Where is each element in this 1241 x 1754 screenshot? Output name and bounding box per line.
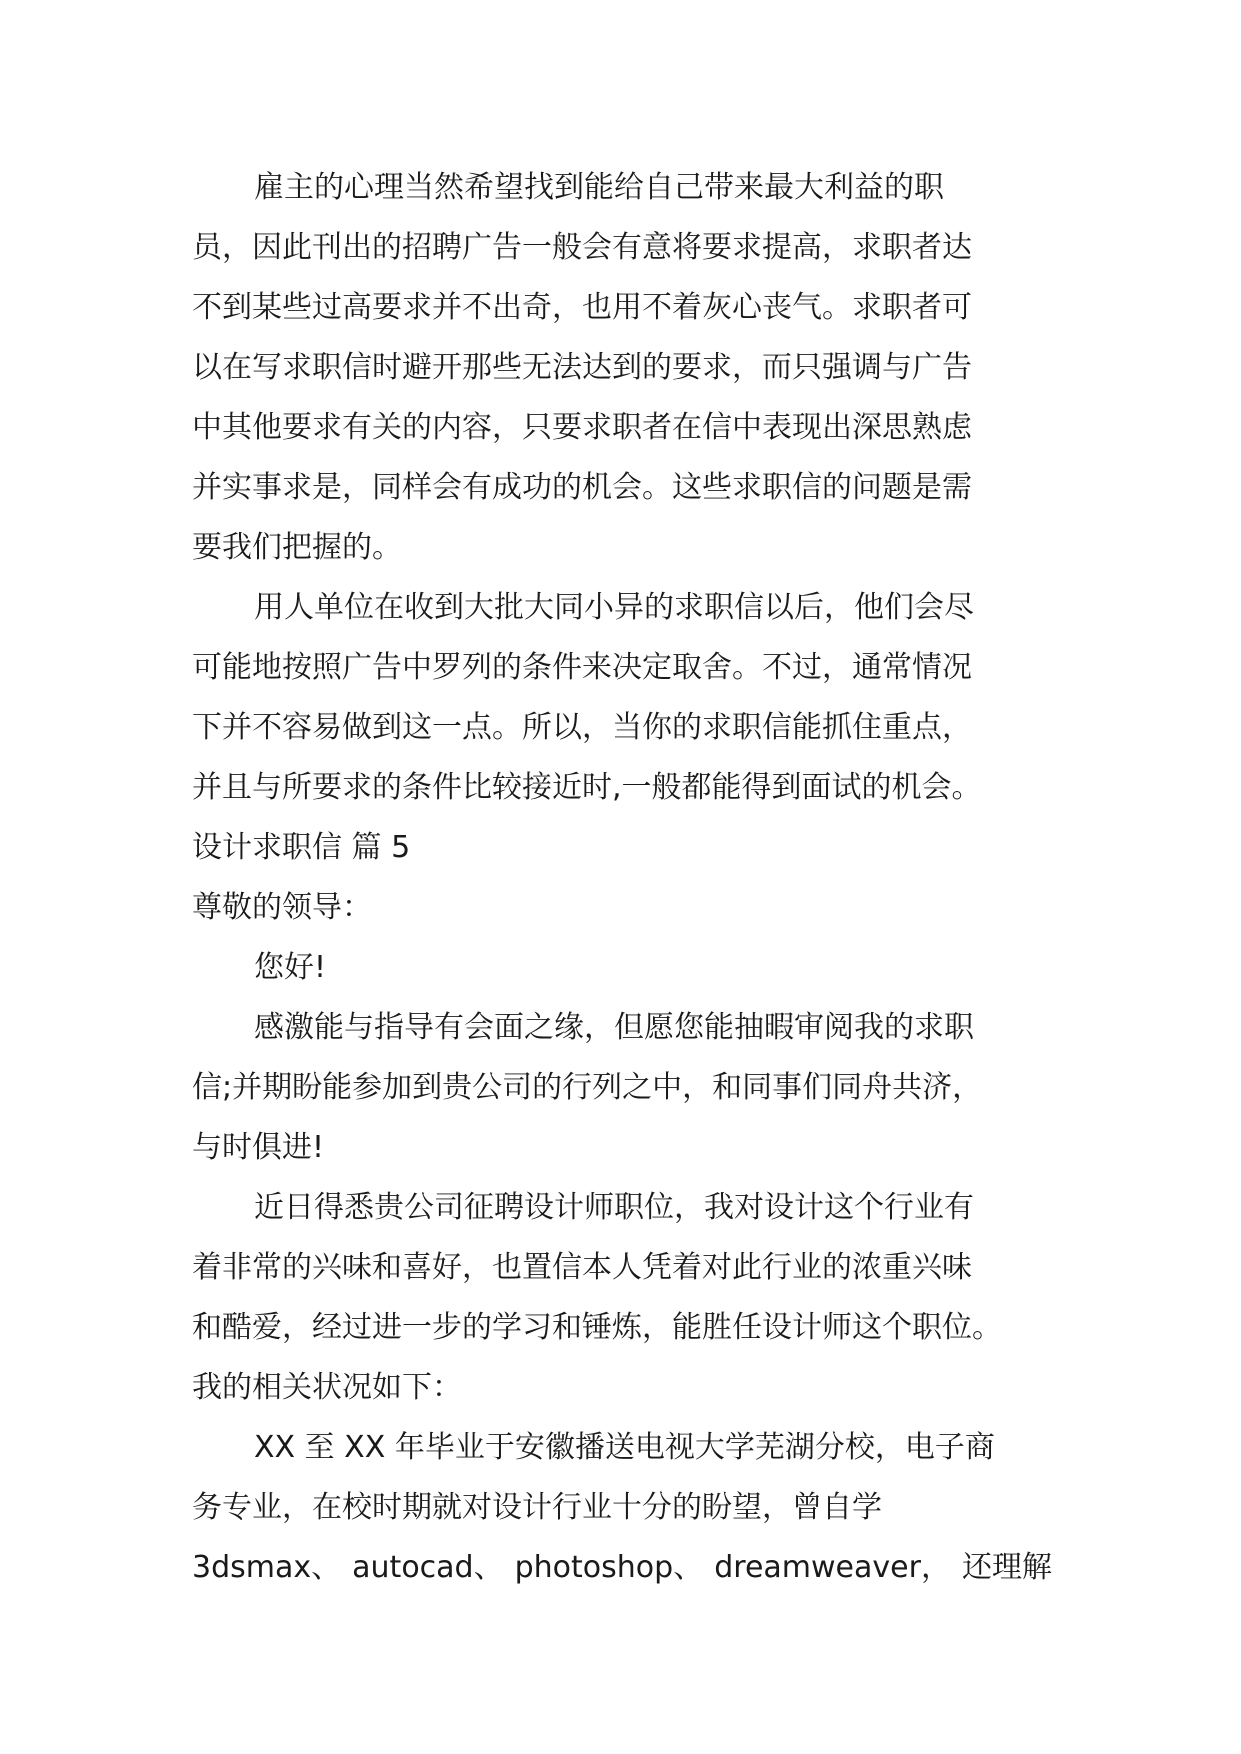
paragraph-line-justified — [192, 1538, 1052, 1598]
word: photoshop、 — [514, 1550, 704, 1585]
paragraph-line: 中其他要求有关的内容，只要求职者在信中表现出深思熟虑 — [192, 410, 972, 445]
paragraph-line: 雇主的心理当然希望找到能给自己带来最大利益的职 — [254, 170, 944, 205]
paragraph-line: 员，因此刊出的招聘广告一般会有意将要求提高，求职者达 — [192, 230, 972, 265]
salutation: 尊敬的领导： — [192, 890, 372, 925]
paragraph-line: XX 至 XX 年毕业于安徽播送电视大学芜湖分校，电子商 — [254, 1430, 995, 1465]
paragraph-line: 务专业，在校时期就对设计行业十分的盼望，曾自学 — [192, 1490, 882, 1525]
document-body — [192, 158, 1072, 1598]
paragraph-line: 下并不容易做到这一点。所以，当你的求职信能抓住重点， — [192, 710, 972, 745]
paragraph-line: 以在写求职信时避开那些无法达到的要求，而只强调与广告 — [192, 350, 972, 385]
paragraph-line: 我的相关状况如下： — [192, 1370, 462, 1405]
paragraph-line: 信;并期盼能参加到贵公司的行列之中，和同事们同舟共济， — [192, 1070, 983, 1105]
greeting: 您好! — [254, 950, 327, 985]
word: 3dsmax、 — [192, 1550, 342, 1585]
paragraph-line: 要我们把握的。 — [192, 530, 402, 565]
paragraph-line: 近日得悉贵公司征聘设计师职位，我对设计这个行业有 — [254, 1190, 974, 1225]
paragraph-line: 可能地按照广告中罗列的条件来决定取舍。不过，通常情况 — [192, 650, 972, 685]
paragraph-line: 并且与所要求的条件比较接近时,一般都能得到面试的机会。 — [192, 770, 982, 805]
paragraph-line: 和酷爱，经过进一步的学习和锤炼，能胜任设计师这个职位。 — [192, 1310, 1002, 1345]
word: autocad、 — [352, 1550, 504, 1585]
section-heading: 设计求职信 篇 5 — [192, 830, 411, 865]
word: 还理解 — [961, 1550, 1052, 1585]
paragraph-line: 用人单位在收到大批大同小异的求职信以后，他们会尽 — [254, 590, 974, 625]
paragraph-line: 感激能与指导有会面之缘，但愿您能抽暇审阅我的求职 — [254, 1010, 974, 1045]
word: dreamweaver， — [714, 1550, 951, 1585]
paragraph-line: 与时俱进! — [192, 1130, 325, 1165]
paragraph-line: 并实事求是，同样会有成功的机会。这些求职信的问题是需 — [192, 470, 972, 505]
paragraph-line: 着非常的兴味和喜好，也置信本人凭着对此行业的浓重兴味 — [192, 1250, 972, 1285]
paragraph-line: 不到某些过高要求并不出奇，也用不着灰心丧气。求职者可 — [192, 290, 972, 325]
